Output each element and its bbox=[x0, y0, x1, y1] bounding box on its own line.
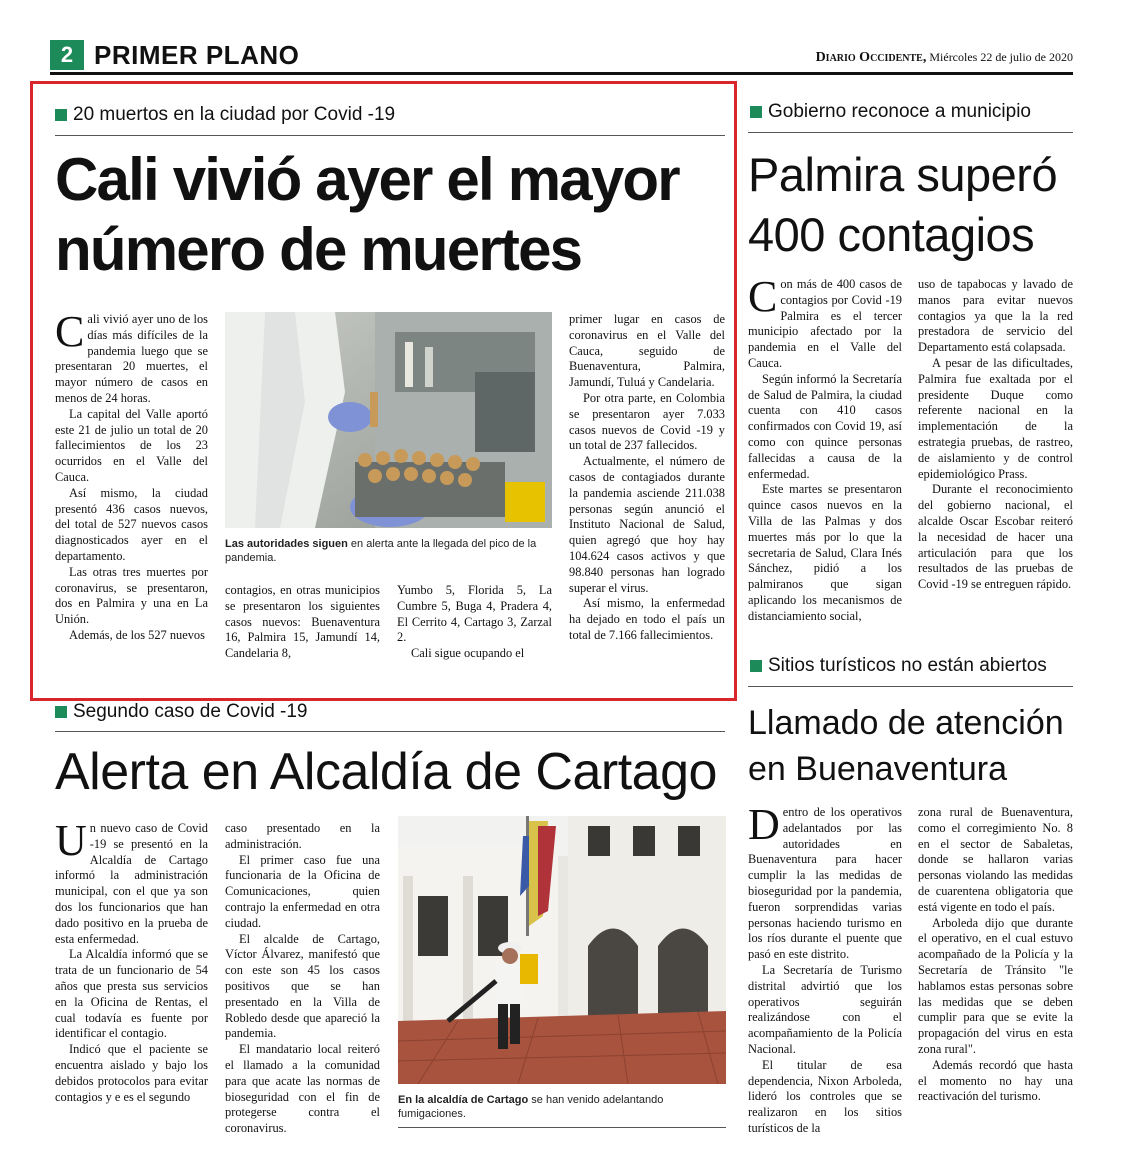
paragraph: Además, de los 527 nuevos bbox=[69, 627, 205, 642]
article2-headline: Palmira superó 400 contagios bbox=[748, 148, 1058, 261]
kicker-square-icon bbox=[55, 109, 67, 121]
article4-rule bbox=[748, 686, 1073, 687]
masthead bbox=[816, 50, 1073, 66]
caption-lead: Las autoridades siguen bbox=[225, 538, 348, 550]
article2-kicker bbox=[750, 101, 1031, 123]
paragraph: entro de los operativos adelantados por las autoridades en Buenaventura para hacer cumplir la las medidas de bioseguridad por la pandemia, fueron sorprendidas varias personas haciendo turismo en los ríos durante el puente que pasó en este distrito. bbox=[748, 805, 902, 962]
section-title: PRIMER PLANO bbox=[94, 40, 300, 70]
paragraph: zona rural de Buenaventura, como el corregimiento No. 8 en el sector de Sabaletas, donde se hallaron varias personas violando las medidas de cuarentena obligatoria que está vigente en todo el país. bbox=[918, 805, 1073, 914]
article2-col1 bbox=[748, 272, 902, 625]
article2-kicker-text: Gobierno reconoce a municipio bbox=[768, 101, 1031, 122]
paragraph: Este martes se presentaron quince casos nuevos en la Villa de las Palmas y dos muertes más por lo que la secretaria de Salud, Clara Inés Sánchez, pidió a los palmiranos que sigan aplicando los mecanismos de distanciamiento social, bbox=[748, 482, 902, 623]
paragraph: Arboleda dijo que durante el operativo, en el cual estuvo acompañado de la Policía y la Secretaría de Tránsito "le hablamos estas personas sobre las medidas que se deben cumplir para que se evite la propagación del virus en esta zona rural". bbox=[918, 915, 1073, 1056]
paragraph: La capital del Valle aportó este 21 de julio un total de 20 fallecimientos de los 23 ocurridos en el Valle del Cauca. bbox=[55, 406, 208, 484]
article4-kicker bbox=[750, 655, 1047, 677]
article3-col1 bbox=[55, 816, 208, 1105]
article3-bottom-rule bbox=[398, 1127, 726, 1128]
lab-photo-image bbox=[225, 312, 552, 528]
article1-col3 bbox=[397, 583, 552, 662]
caption-text: en alerta ante la llegada del pico de la pandemia. bbox=[225, 538, 537, 564]
newspaper-name: Diario Occidente, bbox=[815, 50, 927, 65]
article3-kicker-text: Segundo caso de Covid -19 bbox=[73, 701, 308, 722]
article1-col1 bbox=[55, 307, 208, 644]
article1-dropcap: C bbox=[55, 307, 85, 356]
article1-col4 bbox=[569, 312, 725, 644]
article3-dropcap: U bbox=[55, 816, 87, 865]
paragraph: Cali sigue ocupando el bbox=[411, 646, 525, 661]
paragraph: A pesar de las dificultades, Palmira fue exaltada por el presidente Duque como referente nacional en la implementación de la estrategia pruebas, de rastreo, de aislamiento y de control epidemiológico Prass. bbox=[918, 355, 1073, 481]
cartago-photo-image bbox=[398, 816, 726, 1084]
paragraph: ali vivió ayer uno de los días más difíciles de la pandemia luego que se presentaran 20 muertes, el mayor número de casos en menos de 24 horas. bbox=[55, 312, 208, 405]
paragraph: El alcalde de Cartago, Víctor Álvarez, manifestó que con este son 45 los casos positivos que se han presentado en la Villa de Robledo desde que apareció la pandemia. bbox=[225, 931, 380, 1041]
header-rule bbox=[50, 72, 1073, 75]
paragraph: Durante el reconocimiento del gobierno nacional, el alcalde Oscar Escobar reiteró la necesidad de hacer una articulación para que los resultados de las pruebas de Covid -19 se entreguen rápido. bbox=[918, 482, 1073, 592]
paragraph: caso presentado en la administración. bbox=[225, 821, 380, 851]
paragraph: primer lugar en casos de coronavirus en el Valle del Cauca, seguido de Buenaventura, Palmira, Jamundí, Tuluá y Candelaria. bbox=[569, 312, 725, 390]
paragraph: Por otra parte, en Colombia se presentaron ayer 7.033 casos nuevos de Covid -19 y un total de 237 fallecidos. bbox=[569, 390, 725, 453]
article4-kicker-text: Sitios turísticos no están abiertos bbox=[768, 655, 1047, 676]
article1-kicker-text: 20 muertos en la ciudad por Covid -19 bbox=[73, 104, 396, 125]
caption-text: se han venido adelantando fumigaciones. bbox=[398, 1094, 664, 1120]
paragraph: Además recordó que hasta el momento no hay una reactivación del turismo. bbox=[918, 1057, 1073, 1104]
paragraph: n nuevo caso de Covid -19 se presentó en la Alcaldía de Cartago informó la administración municipal, con el que ya son dos los funcionarios que han dado positivo en la prueba de esta enfermedad. bbox=[55, 821, 208, 946]
paragraph: Así mismo, la ciudad presentó 436 casos nuevos, del total de 527 nuevos casos diagnosticados ayer en el departamento. bbox=[55, 485, 208, 563]
kicker-square-icon bbox=[750, 106, 762, 118]
article3-photo bbox=[398, 816, 726, 1084]
issue-date: Miércoles 22 de julio de 2020 bbox=[929, 50, 1073, 64]
article1-headline: Cali vivió ayer el mayor número de muertes bbox=[55, 146, 679, 283]
page-number: 2 bbox=[50, 40, 84, 70]
article1-photo bbox=[225, 312, 552, 528]
kicker-square-icon bbox=[750, 660, 762, 672]
article3-rule bbox=[55, 731, 725, 732]
paragraph: Actualmente, el número de casos de contagiados durante la pandemia asciende 211.038 personas según anunció el Instituto Nacional de Salud, quien agregó que hoy hay 104.624 casos activos y que 98.840 personas han logrado superar el virus. bbox=[569, 454, 725, 595]
paragraph: contagios, en otras municipios se presentaron los siguientes casos nuevos: Buenaventura 16, Palmira 15, Jamundí 14, Candelaria 8, bbox=[225, 583, 380, 661]
article4-dropcap: D bbox=[748, 800, 780, 849]
kicker-square-icon bbox=[55, 706, 67, 718]
paragraph: El mandatario local reiteró el llamado a la comunidad para que acate las normas de bioseguridad con el fin de protegerse contra el coronavirus. bbox=[225, 1042, 380, 1136]
article1-rule bbox=[55, 135, 725, 136]
article3-kicker bbox=[55, 701, 308, 723]
article2-dropcap: C bbox=[748, 272, 778, 321]
paragraph: La Secretaría de Turismo distrital advirtió que los operativos seguirán realizándose con el acompañamiento de la Policía Nacional. bbox=[748, 962, 902, 1056]
article3-headline: Alerta en Alcaldía de Cartago bbox=[55, 743, 717, 801]
article3-caption bbox=[398, 1093, 728, 1121]
paragraph: uso de tapabocas y lavado de manos para evitar nuevos contagios ya que la la red prestadora de servicio del Departamento está colapsada. bbox=[918, 277, 1073, 355]
article4-headline: Llamado de atención en Buenaventura bbox=[748, 704, 1064, 788]
article4-col1 bbox=[748, 800, 902, 1137]
paragraph: El titular de esa dependencia, Nixon Arboleda, lideró los controles que se realizaron en los sitios turísticos de la bbox=[748, 1057, 902, 1135]
article1-col2 bbox=[225, 583, 380, 662]
paragraph: Según informó la Secretaría de Salud de Palmira, la ciudad cuenta con 410 casos confirmados con Covid 19, así como con quince personas fallecidas a causa de la enfermedad. bbox=[748, 371, 902, 481]
article1-kicker bbox=[55, 104, 395, 126]
paragraph: Las otras tres muertes por coronavirus, se presentaron, dos en Palmira y una en La Unión. bbox=[55, 564, 208, 627]
article2-col2 bbox=[918, 277, 1073, 593]
article1-caption bbox=[225, 537, 555, 565]
paragraph: Yumbo 5, Florida 5, La Cumbre 5, Buga 4, Pradera 4, El Cerrito 4, Cartago 3, Zarzal 2. bbox=[397, 583, 552, 645]
paragraph: Así mismo, la enfermedad ha dejado en todo el país un total de 7.166 fallecimientos. bbox=[569, 596, 725, 642]
caption-lead: En la alcaldía de Cartago bbox=[398, 1094, 529, 1106]
article3-col2 bbox=[225, 821, 380, 1137]
paragraph: Indicó que el paciente se encuentra aislado y bajo los debidos protocolos para evitar contagios y e es el segundo bbox=[55, 1042, 208, 1104]
article2-rule bbox=[748, 132, 1073, 133]
paragraph: on más de 400 casos de contagios por Covid -19 Palmira es el tercer municipio afectado por la pandemia en el Valle del Cauca. bbox=[748, 277, 902, 370]
paragraph: La Alcaldía informó que se trata de un funcionario de 54 años que presta sus servicios en la Oficina de Rentas, el cual todavía es fuente por identificar el contagio. bbox=[55, 947, 208, 1041]
paragraph: El primer caso fue una funcionaria de la Oficina de Comunicaciones, quien contrajo la enfermedad en otra ciudad. bbox=[225, 852, 380, 930]
article4-col2 bbox=[918, 805, 1073, 1105]
